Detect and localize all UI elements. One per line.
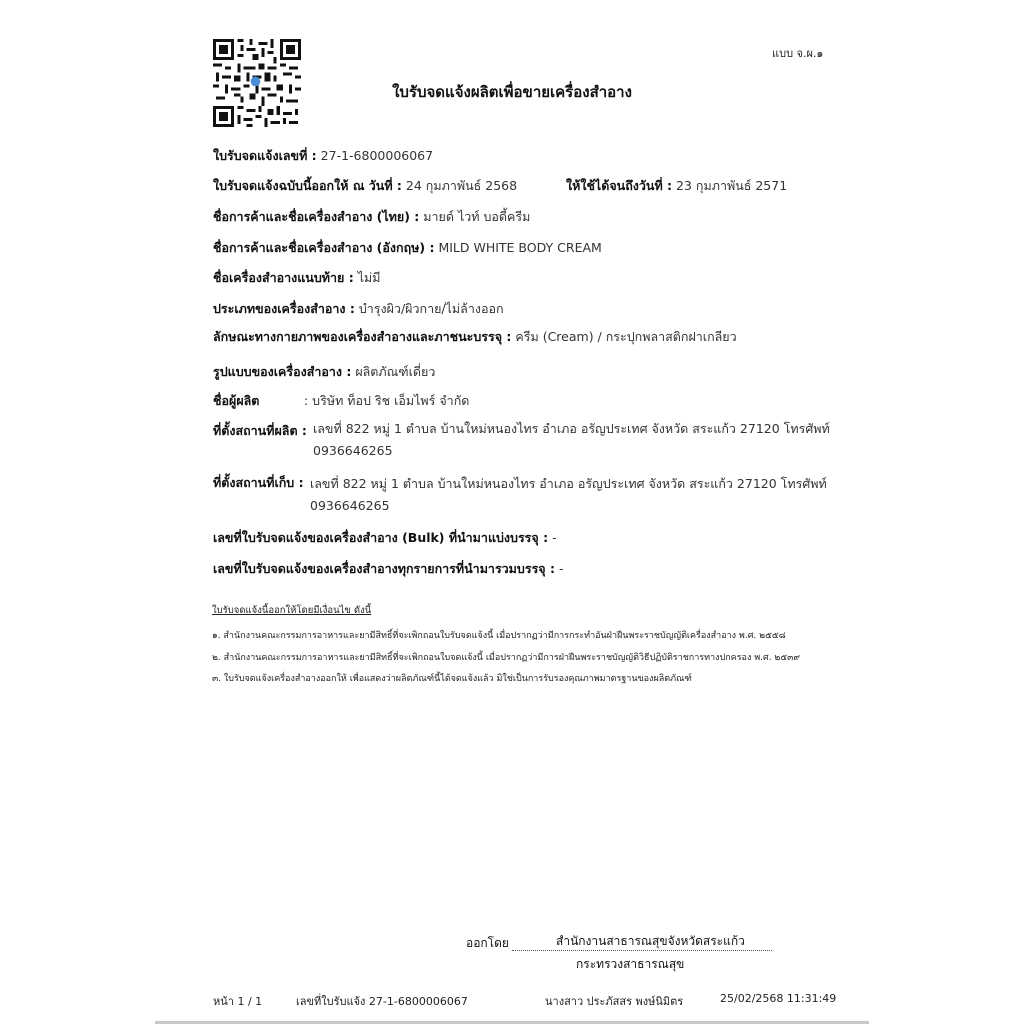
field-annex-name: [213, 268, 380, 288]
field-name-thai: [213, 207, 530, 227]
field-value: บำรุงผิว/ผิวกาย/ไม่ล้างออก: [358, 301, 504, 316]
field-label: ประเภทของเครื่องสำอาง :: [213, 301, 355, 316]
issuer-organization: สำนักงานสาธารณสุขจังหวัดสระแก้ว: [556, 934, 745, 948]
field-storage-address: [213, 473, 304, 493]
document-title: ใบรับจดแจ้งผลิตเพื่อขายเครื่องสำอาง: [392, 83, 632, 101]
field-combined-notification: [213, 559, 563, 579]
field-physical-characteristics: [213, 327, 737, 347]
field-name-english: [213, 238, 602, 258]
field-label: ที่ตั้งสถานที่เก็บ :: [213, 475, 304, 490]
condition-item: ๓. ใบรับจดแจ้งเครื่องสำอางออกให้ เพื่อแสดงว่าผลิตภัณฑ์นี้ได้จดแจ้งแล้ว มิใช่เป็นการรับรองคุณภาพมาตรฐานของผลิตภัณฑ์: [212, 674, 692, 684]
field-label: รูปแบบของเครื่องสำอาง :: [213, 364, 352, 379]
condition-item: ๑. สำนักงานคณะกรรมการอาหารและยามีสิทธิ์ที่จะเพิกถอนใบรับจดแจ้งนี้ เมื่อปรากฏว่ามีการกระทำอันฝ่าฝืนพระราชบัญญัติเครื่องสำอาง พ.ศ. ๒๕๕๘: [212, 631, 786, 641]
field-label: ใบรับจดแจ้งเลขที่ :: [213, 148, 317, 163]
conditions-heading: ใบรับจดแจ้งนี้ออกให้โดยมีเงื่อนไข ดังนี้: [212, 605, 372, 616]
footer-timestamp: 25/02/2568 11:31:49: [720, 992, 837, 1005]
field-value: MILD WHITE BODY CREAM: [438, 240, 602, 255]
field-notification-number: [213, 146, 433, 166]
field-value: มายด์ ไวท์ บอดี้ครีม: [423, 209, 531, 224]
field-valid-until: [566, 176, 787, 196]
field-label: ใบรับจดแจ้งฉบับนี้ออกให้ ณ วันที่ :: [213, 178, 402, 193]
signature-line: [512, 950, 772, 951]
field-value: 23 กุมภาพันธ์ 2571: [676, 178, 788, 193]
field-label: ชื่อผู้ผลิต: [213, 393, 260, 408]
field-label: ลักษณะทางกายภาพของเครื่องสำอางและภาชนะบรรจุ :: [213, 329, 512, 344]
field-label: ชื่อเครื่องสำอางแนบท้าย :: [213, 270, 354, 285]
field-label: ที่ตั้งสถานที่ผลิต :: [213, 423, 307, 438]
footer-reference: เลขที่ใบรับแจ้ง 27-1-6800006067: [296, 995, 468, 1008]
manufacturer-value: : บริษัท ท็อป ริช เอ็มไพร์ จำกัด: [304, 393, 470, 408]
factory-address-line2: 0936646265: [313, 443, 393, 458]
field-value: ผลิตภัณฑ์เดี่ยว: [355, 364, 436, 379]
form-code: แบบ จ.ผ.๑: [772, 47, 824, 60]
condition-item: ๒. สำนักงานคณะกรรมการอาหารและยามีสิทธิ์ที่จะเพิกถอนใบจดแจ้งนี้ เมื่อปรากฏว่ามีการฝ่าฝืนพระราชบัญญัติวิธีปฏิบัติราชการทางปกครอง พ.ศ. ๒๕๓๙: [212, 653, 800, 663]
field-value: 24 กุมภาพันธ์ 2568: [405, 178, 518, 193]
field-cosmetic-type: [213, 299, 504, 319]
field-cosmetic-format: [213, 362, 435, 382]
field-label: เลขที่ใบรับจดแจ้งของเครื่องสำอาง (Bulk) ที่นำมาแบ่งบรรจุ :: [213, 530, 549, 545]
issued-by-label: ออกโดย: [466, 936, 509, 950]
issuer-ministry: กระทรวงสาธารณสุข: [576, 957, 685, 971]
field-manufacturer: [213, 391, 259, 411]
page-number: หน้า 1 / 1: [213, 995, 263, 1008]
field-issue-date: [213, 176, 517, 196]
factory-address-line1: เลขที่ 822 หมู่ 1 ตำบล บ้านใหม่หนองไทร อำเภอ อรัญประเทศ จังหวัด สระแก้ว 27120 โทรศัพท์: [313, 421, 830, 436]
field-label: ให้ใช้ได้จนถึงวันที่ :: [566, 178, 673, 193]
field-value: ไม่มี: [357, 270, 381, 285]
field-factory-address: [213, 421, 307, 441]
footer-officer: นางสาว ประภัสสร พงษ์นิมิตร: [545, 995, 684, 1008]
storage-address-line2: 0936646265: [310, 498, 390, 513]
field-value: -: [558, 561, 564, 576]
field-bulk-notification: [213, 528, 557, 548]
field-label: ชื่อการค้าและชื่อเครื่องสำอาง (ไทย) :: [213, 209, 420, 224]
field-label: ชื่อการค้าและชื่อเครื่องสำอาง (อังกฤษ) :: [213, 240, 435, 255]
field-value: -: [552, 530, 557, 545]
storage-address-line1: เลขที่ 822 หมู่ 1 ตำบล บ้านใหม่หนองไทร อำเภอ อรัญประเทศ จังหวัด สระแก้ว 27120 โทรศัพท์: [310, 476, 827, 491]
field-label: เลขที่ใบรับจดแจ้งของเครื่องสำอางทุกรายการที่นำมารวมบรรจุ :: [213, 561, 555, 576]
field-value: 27-1-6800006067: [320, 148, 434, 163]
field-value: ครีม (Cream) / กระปุกพลาสติกฝาเกลียว: [515, 329, 737, 344]
